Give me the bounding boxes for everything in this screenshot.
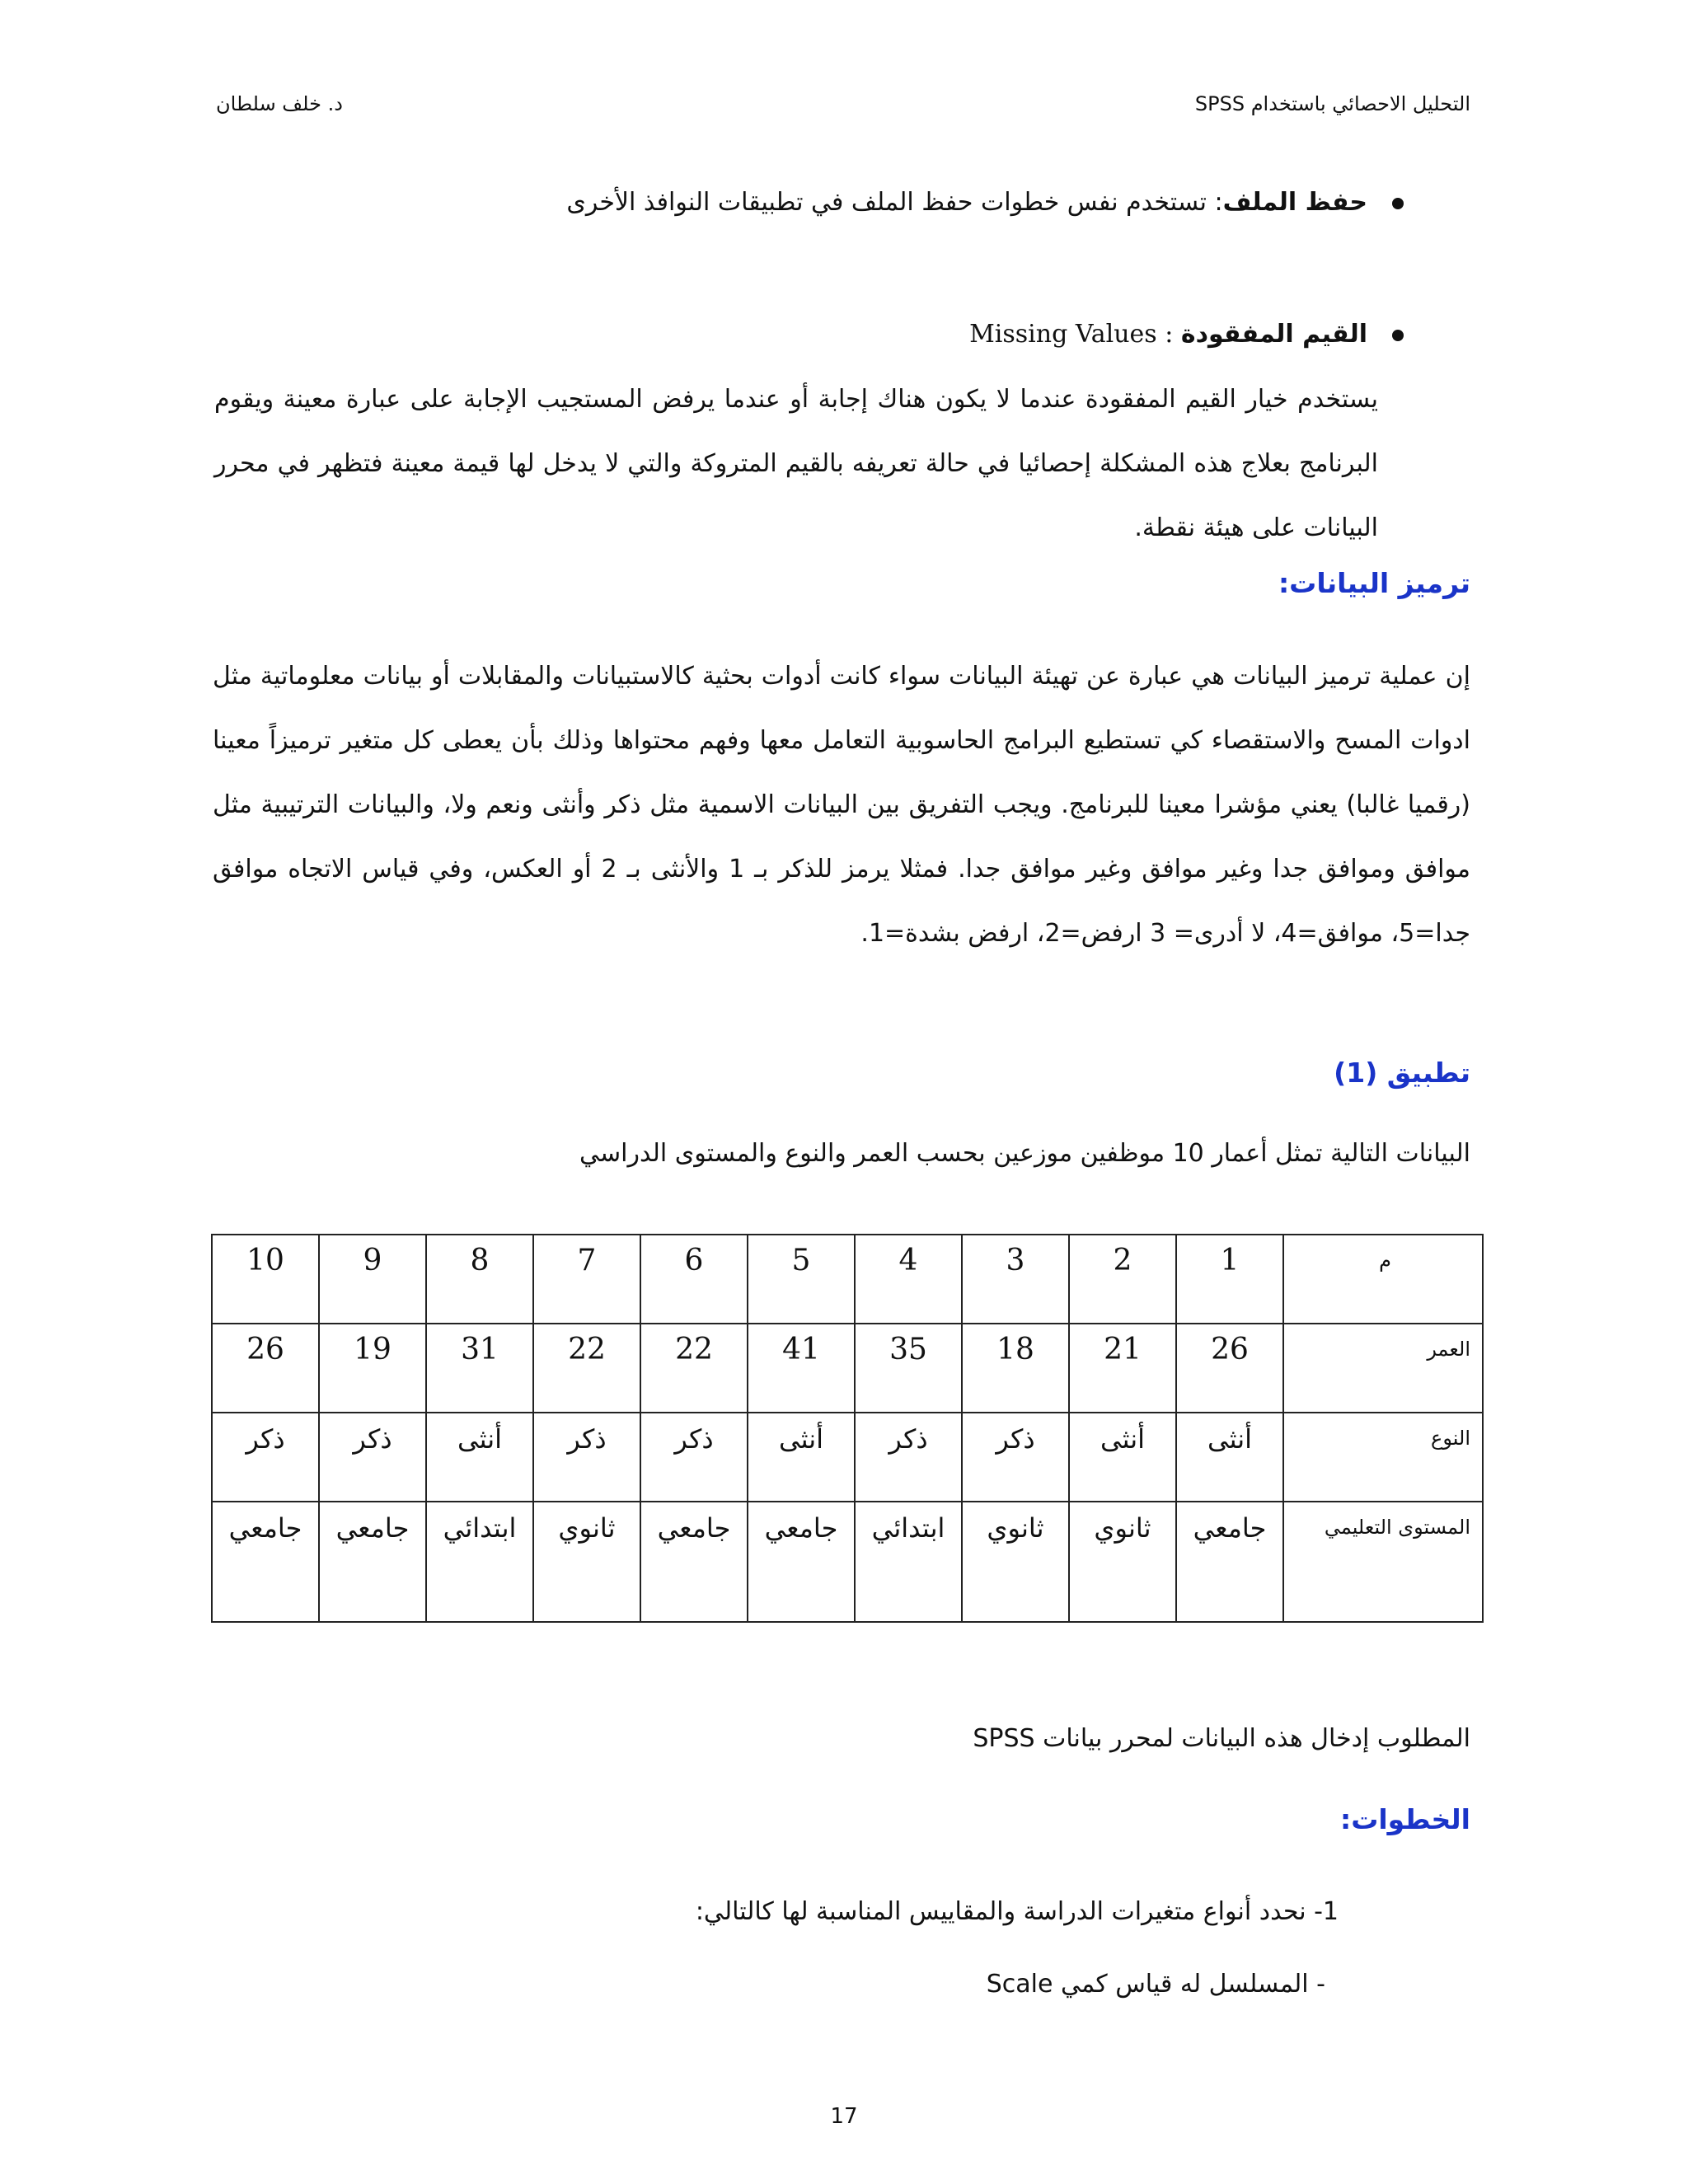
table-cell: جامعي [1176, 1502, 1283, 1622]
table-cell: 26 [1176, 1324, 1283, 1413]
table-row [212, 1324, 1483, 1413]
section-heading-steps: الخطوات: [1340, 1803, 1470, 1835]
table-row-header: النوع [1283, 1413, 1483, 1502]
table-cell: ذكر [319, 1413, 426, 1502]
step-1-subitem: - المسلسل له قياس كمي Scale [986, 1970, 1325, 1999]
table-cell: ابتدائي [855, 1502, 962, 1622]
table-cell: 4 [855, 1235, 962, 1324]
table-cell: جامعي [640, 1502, 748, 1622]
table-cell: 8 [426, 1235, 533, 1324]
table-cell: ذكر [962, 1413, 1069, 1502]
table-cell: 9 [319, 1235, 426, 1324]
table-cell: أنثى [1176, 1413, 1283, 1502]
table-row-header: م [1283, 1235, 1483, 1324]
table-cell: 26 [212, 1324, 319, 1413]
table-cell: ذكر [533, 1413, 640, 1502]
table-cell: جامعي [212, 1502, 319, 1622]
section-heading-data-coding: ترميز البيانات: [1278, 567, 1470, 599]
bullet-missing-values-term: القيم المفقودة [1180, 320, 1367, 349]
employees-data-table [211, 1234, 1484, 1623]
running-header-title: التحليل الاحصائي باستخدام SPSS [1194, 92, 1470, 115]
table-cell: ذكر [640, 1413, 748, 1502]
table-cell: أنثى [426, 1413, 533, 1502]
table-row-header: المستوى التعليمي [1283, 1502, 1483, 1622]
table-cell: 31 [426, 1324, 533, 1413]
table-row [212, 1235, 1483, 1324]
table-cell: ثانوي [1069, 1502, 1176, 1622]
bullet-save-file-term: حفظ الملف [1222, 188, 1367, 217]
table-row-header: العمر [1283, 1324, 1483, 1413]
bullet-dot-icon [1392, 198, 1404, 209]
table-cell: 22 [533, 1324, 640, 1413]
table-cell: 41 [748, 1324, 855, 1413]
bullet-missing-values-text: : Missing Values [969, 320, 1181, 349]
table-cell: 22 [640, 1324, 748, 1413]
table-cell: 19 [319, 1324, 426, 1413]
table-cell: 10 [212, 1235, 319, 1324]
table-cell: 2 [1069, 1235, 1176, 1324]
data-coding-paragraph: إن عملية ترميز البيانات هي عبارة عن تهيئة البيانات سواء كانت أدوات بحثية كالاستبيانات والمقابلات أو بيانات معلوماتية مثل ادوات المسح والاستقصاء كي تستطيع البرامج الحاسوبية التعامل معها وفهم محتواها وذلك بأن يعطى كل متغير ترميزاً معينا (رقميا غالبا) يعني مؤشرا معينا للبرنامج. ويجب التفريق بين البيانات الاسمية مثل ذكر وأنثى ونعم ولا، والبيانات الترتيبية مثل موافق وموافق جدا وغير موافق وغير موافق جدا. فمثلا يرمز للذكر بـ 1 والأنثى بـ 2 أو العكس، وفي قياس الاتجاه موافق جدا=5، موافق=4، لا أدرى= 3 ارفض=2، ارفض بشدة=1. [213, 662, 1470, 948]
application-intro: البيانات التالية تمثل أعمار 10 موظفين موزعين بحسب العمر والنوع والمستوى الدراسي [579, 1139, 1470, 1168]
bullet-save-file-text: : تستخدم نفس خطوات حفظ الملف في تطبيقات النوافذ الأخرى [566, 188, 1223, 217]
table-cell: جامعي [748, 1502, 855, 1622]
required-task-text: المطلوب إدخال هذه البيانات لمحرر بيانات SPSS [973, 1724, 1470, 1753]
running-header-author: د. خلف سلطان [216, 92, 343, 115]
table-cell: 5 [748, 1235, 855, 1324]
bullet-missing-values [167, 320, 1404, 349]
table-cell: ثانوي [962, 1502, 1069, 1622]
table-cell: ابتدائي [426, 1502, 533, 1622]
table-cell: 3 [962, 1235, 1069, 1324]
table-cell: 18 [962, 1324, 1069, 1413]
table-cell: جامعي [319, 1502, 426, 1622]
missing-values-paragraph: يستخدم خيار القيم المفقودة عندما لا يكون هناك إجابة أو عندما يرفض المستجيب الإجابة على عبارة معينة ويقوم البرنامج بعلاج هذه المشكلة إحصائيا في حالة تعريفه بالقيم المتروكة والتي لا يدخل لها قيمة معينة فتظهر في محرر البيانات على هيئة نقطة. [214, 385, 1378, 542]
table-cell: 7 [533, 1235, 640, 1324]
section-heading-application: تطبيق (1) [1334, 1057, 1470, 1089]
page-number: 17 [830, 2104, 858, 2129]
bullet-dot-icon [1392, 330, 1404, 341]
table-cell: ذكر [855, 1413, 962, 1502]
table-cell: ذكر [212, 1413, 319, 1502]
table-cell: 35 [855, 1324, 962, 1413]
table-cell: ثانوي [533, 1502, 640, 1622]
bullet-save-file [167, 188, 1404, 217]
table-cell: أنثى [1069, 1413, 1176, 1502]
step-1-text: 1- نحدد أنواع متغيرات الدراسة والمقاييس المناسبة لها كالتالي: [695, 1897, 1339, 1926]
table-cell: 21 [1069, 1324, 1176, 1413]
table-cell: 6 [640, 1235, 748, 1324]
table-cell: 1 [1176, 1235, 1283, 1324]
table-row [212, 1413, 1483, 1502]
table-row [212, 1502, 1483, 1622]
table-cell: أنثى [748, 1413, 855, 1502]
